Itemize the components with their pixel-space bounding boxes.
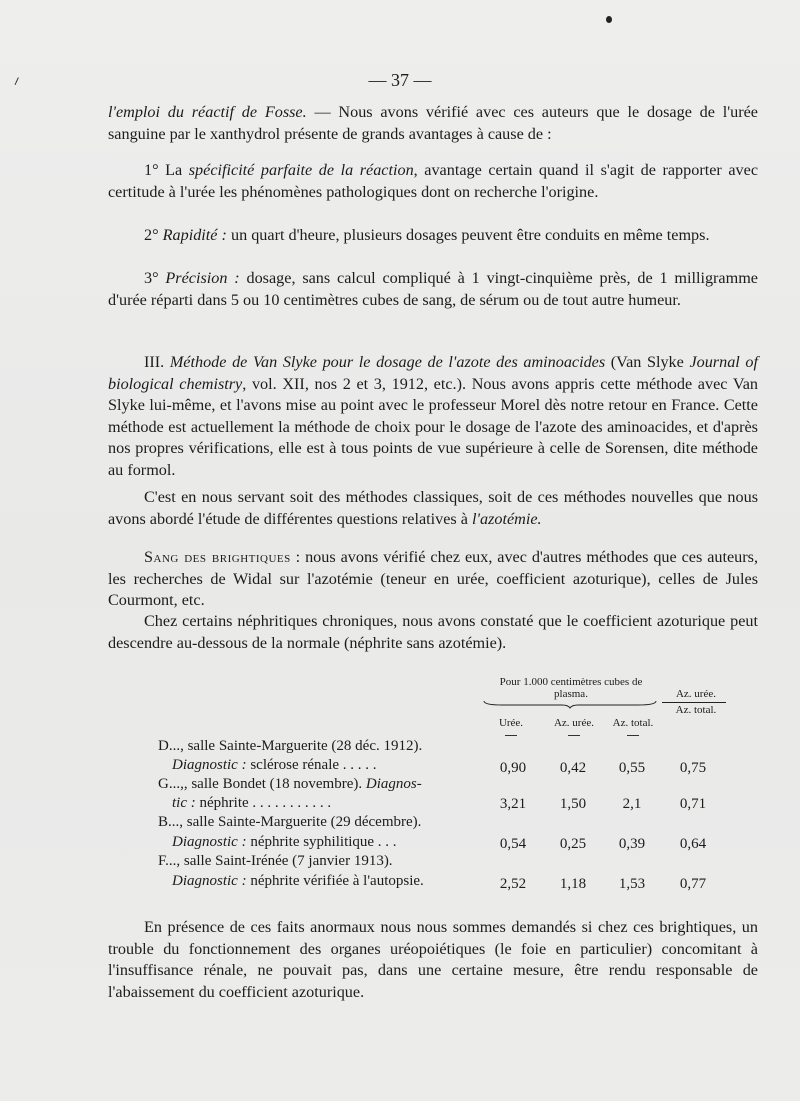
journal-title: Journal of biological chemistry (108, 353, 758, 393)
table-row-label (158, 737, 478, 755)
value-az-uree: 1,50 (559, 796, 587, 812)
value-az-total: 0,55 (618, 760, 646, 776)
diagnosis-label: Diagnostic : (172, 757, 247, 773)
list-item-rapidity (108, 225, 758, 247)
patient-info: F..., salle Saint-Irénée (7 janvier 1913). (158, 853, 393, 869)
diagnosis-text: néphrite vérifiée à l'autopsie. (246, 873, 424, 889)
paragraph-azotemia (108, 487, 758, 530)
col-dash (505, 735, 517, 736)
table-row-label (158, 852, 478, 870)
value-az-uree: 1,18 (559, 876, 587, 892)
item-term: spécificité parfaite de la réaction (188, 161, 414, 179)
patient-info: G...,, salle Bondet (18 novembre). (158, 776, 366, 792)
value-az-total: 0,39 (618, 836, 646, 852)
value-az-uree: 0,25 (559, 836, 587, 852)
item-text: un quart d'heure, plusieurs dosages peuvent être conduits en même temps. (226, 226, 710, 244)
value-uree: 3,21 (499, 796, 527, 812)
paragraph-text: En présence de ces faits anormaux nous nous sommes demandés si chez ces brightiques, un trouble du fonctionnement des organes uréopoiétiques (le foie en particulier) concomitant à l'insuffisance rénale, ne pouvait pas, dans une certaine mesure, être rendu responsable de l'abaissement du coefficient azoturique. (108, 918, 758, 1001)
col-dash (568, 735, 580, 736)
paragraph-nephritiques (108, 611, 758, 654)
col-header-az-uree: Az. urée. (553, 717, 594, 729)
value-uree: 2,52 (499, 876, 527, 892)
page-number: — 37 — (368, 70, 432, 90)
patient-info: B..., salle Sainte-Marguerite (29 décembre). (158, 814, 422, 830)
term: l'azotémie. (472, 509, 542, 528)
ratio-header-numerator: Az. urée. (675, 688, 716, 700)
diagnosis-text: néphrite . . . . . . . . . . . (195, 795, 332, 811)
table-row-diagnosis (172, 794, 492, 812)
item-number: 1° La (144, 161, 189, 179)
section-number: III. (144, 353, 170, 371)
ratio-fraction-bar (662, 702, 726, 703)
col-header-uree: Urée. (498, 717, 524, 729)
intro-lead: l'emploi du réactif de Fosse. (108, 103, 307, 121)
diagnosis-label: Diagnostic : (172, 873, 247, 889)
list-item-specificity (108, 160, 758, 203)
item-term: Précision : (165, 269, 240, 287)
item-term: Rapidité : (162, 226, 227, 244)
diagnosis-label: tic : (172, 795, 196, 811)
intro-text: — Nous avons vérifié avec ces auteurs que le dosage de l'urée sanguine par le xanthydrol présente de grands avantages à cause de : (108, 103, 758, 143)
item-number: 2° (144, 226, 163, 244)
value-ratio: 0,71 (679, 796, 707, 812)
value-ratio: 0,75 (679, 760, 707, 776)
value-uree: 0,54 (499, 836, 527, 852)
list-item-precision (108, 268, 758, 311)
paragraph-text: C'est en nous servant soit des méthodes classiques, soit de ces méthodes nouvelles que nous avons abordé l'étude de différentes questions relatives à (108, 488, 758, 528)
value-az-uree: 0,42 (559, 760, 587, 776)
diagnosis-label-start: Diagnos- (365, 776, 422, 792)
col-header-az-total: Az. total. (612, 717, 654, 729)
diagnosis-text: néphrite syphilitique . . . (246, 834, 397, 850)
diagnosis-text: sclérose rénale . . . . . (246, 757, 377, 773)
diagnosis-label: Diagnostic : (172, 834, 247, 850)
table-row-label (158, 775, 478, 793)
ink-speck (606, 16, 612, 23)
ratio-header-denominator: Az. total. (675, 704, 717, 716)
table-group-header: Pour 1.000 centimètres cubes de plasma. (499, 676, 643, 700)
col-dash (627, 735, 639, 736)
paragraph-brightiques (108, 547, 758, 612)
value-ratio: 0,64 (679, 836, 707, 852)
table-row-diagnosis (172, 833, 492, 851)
patient-info: D..., salle Sainte-Marguerite (28 déc. 1912). (158, 738, 423, 754)
paragraph-text: , vol. XII, nos 2 et 3, 1912, etc.). Nous avons appris cette méthode avec Van Slyke lui-même, et l'avons mise au point avec le professeur Morel dès notre retour en France. Cette méthode est actuellement la méthode de choix pour le dosage de l'azote des aminoacides, et d'après nos propres vérifications, elle est à tous points de vue supérieure à celle de Sorensen, dite méthode au formol. (108, 374, 759, 479)
paragraph-text: Chez certains néphritiques chroniques, nous avons constaté que le coefficient azoturique peut descendre au-dessous de la normale (néphrite sans azotémie). (108, 612, 758, 652)
paragraph-intro (108, 102, 758, 145)
item-number: 3° (144, 269, 166, 287)
item-text: dosage, sans calcul compliqué à 1 vingt-cinquième près, de 1 milligramme d'urée réparti dans 5 ou 10 centimètres cubes de sang, de sérum ou de tout autre humeur. (108, 269, 758, 309)
value-az-total: 1,53 (618, 876, 646, 892)
table-row-diagnosis (172, 756, 492, 774)
value-az-total: 2,1 (622, 796, 642, 812)
paragraph-text: : nous avons vérifié chez eux, avec d'autres méthodes que ces auteurs, les recherches de Widal sur l'azotémie (teneur en urée, coefficient azoturique), celles de Jules Courmont, etc. (108, 548, 758, 609)
citation-open: (Van Slyke (605, 353, 690, 371)
header-brace (482, 699, 658, 709)
table-row-diagnosis (172, 872, 492, 890)
table-row-label (158, 813, 478, 831)
paragraph-van-slyke (108, 352, 758, 481)
paragraph-conclusion (108, 917, 758, 1003)
value-ratio: 0,77 (679, 876, 707, 892)
value-uree: 0,90 (499, 760, 527, 776)
section-heading: Sang des brightiques (144, 548, 291, 566)
item-text: , avantage certain quand il s'agit de rapporter avec certitude à l'urée les phénomènes pathologiques dont on recherche l'origine. (108, 161, 758, 201)
method-title: Méthode de Van Slyke pour le dosage de l'azote des aminoacides (169, 353, 606, 371)
